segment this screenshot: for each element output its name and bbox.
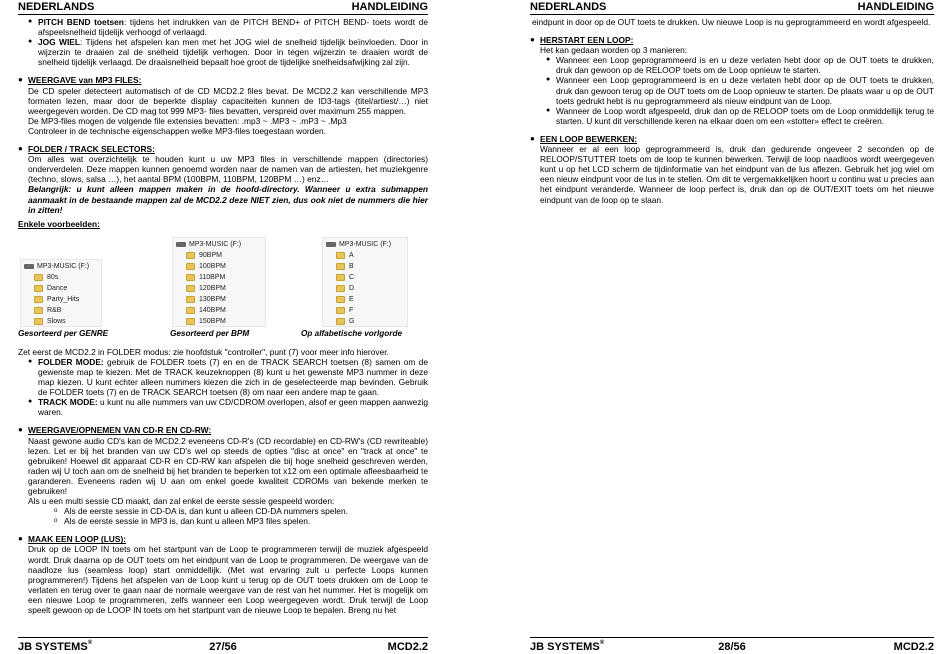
folder-mode-label: FOLDER MODE: [38, 356, 104, 367]
page-header [18, 1, 428, 15]
folder-icon [336, 318, 345, 325]
folder-icon [186, 252, 195, 259]
cdr-sub-item: o Als de eerste sessie in MP3 is, dan kunt u alleen MP3 files spelen. [54, 516, 311, 527]
cdr-sub-item: o Als de eerste sessie in CD-DA is, dan kunt u alleen CD-DA nummers spelen. [54, 506, 348, 517]
folder-row: Dance [24, 283, 98, 294]
folder-row: B [326, 261, 404, 272]
folder-row: 90BPM [176, 250, 262, 261]
mp3-section-title: WEERGAVE van MP3 FILES: [28, 75, 142, 86]
folder-row: 100BPM [176, 261, 262, 272]
folder-row: A [326, 250, 404, 261]
footer-model: MCD2.2 [893, 641, 934, 653]
folder-icon [186, 285, 195, 292]
jog-wheel-text: : Tijdens het afspelen kan men met het JOG wiel de snelheid tijdelijk beïnvloeden. Door in wijzerzin te draaien zal de snelheid tijdelijk verhogen. Door in tegen wijzerzin te draaien wordt de snelheid tijdelijk verlaagd. De draaisnelheid bepaalt hoe groot de tijdelijke snelheidsafwijking zal zijn. [38, 37, 428, 68]
alpha-explorer [322, 237, 408, 327]
folder-row: D [326, 283, 404, 294]
folder-icon [186, 296, 195, 303]
cdr-section: ● WEERGAVE/OPNEMEN VAN CD-R EN CD-RW: Naast gewone audio CD's kan de MCD2.2 eveneens CD-R's (CD recordable) en CD-RW's (CD rewriteable) lezen. Let er bij het branden van uw CD's wel op steeds de opties "disc at once" en "track at once" te gebruiken! Hoewel dit apparaat CD-R en CD-RW kan afspelen die bij hoge snelheid geschreven werden, raden wij U toch aan om de snelheid bij het branden te beperken tot x12 om een optimale afleesbaarheid te garanderen. Eveneens raden wij U aan om enkel goede kwaliteit CDROMs van bekende merken te gebruiken! Als u een multi sessie CD maakt, dan zal enkel de eerste sessie gespeeld worden: o Als de eerste sessie in CD-DA is, dan kunt u alleen CD-DA nummers spelen. o Als de eerste sessie in MP3 is, dan kunt u alleen MP3 files spelen. [18, 425, 428, 527]
folder-icon [34, 318, 43, 325]
folder-icon [34, 296, 43, 303]
folder-row: 130BPM [176, 294, 262, 305]
page-number: 28/56 [718, 641, 746, 653]
restart-loop-section: ● HERSTART EEN LOOP: Het kan gedaan worden op 3 manieren: ● Wanneer een Loop geprogrammeerd is en u deze verlaten hebt door op de OUT toets te drukken, druk dan gewoon op de RELOOP toets om de Loop opnieuw te starten. ● Wanneer een Loop geprogrammeerd is en u deze verlaten hebt door op de OUT toets te drukken, druk dan gewoon terug op de OUT toets om de Loop opnieuw te starten. De plaats waar u op de OUT toets gedrukt hebt is nu geprogrammeerd als nieuw eindpunt van de Loop. ● Wanneer de Loop wordt afgespeeld, druk dan op de RELOOP toets om de Loop onmiddellijk terug te starten. U kunt dit verschillende keren na elkaar doen om een «stotter» effect te creëren. [530, 35, 934, 126]
folder-icon [336, 274, 345, 281]
edit-loop-title: EEN LOOP BEWERKEN: [540, 133, 638, 144]
folder-row: C [326, 272, 404, 283]
footer-brand: JB SYSTEMS® [18, 640, 93, 653]
header-manual: HANDLEIDING [857, 1, 934, 13]
edit-loop-text: Wanneer er al een loop geprogrammeerd is, druk dan gedurende ongeveer 2 seconden op de RELOOP/STUTTER toets om de loop te kunnen bewerken. Terwijl de loop naadloos wordt weergegeven kunt u op het LCD scherm de tijdinformatie van het eindpunt van de lus aflezen. Gebruik het jog wiel om een nieuw eindpunt voor de lus in te stellen. Om dit te vergemakkelijken hoort u continu wat u precies aan het eindpunt veranderde. Wanneer de loop perfect is, druk dan op de OUT/EXIT toets om het nieuwe eindpunt van de loop op te slaan. [540, 144, 934, 205]
bpm-explorer [172, 237, 266, 327]
loop-continuation: eindpunt in door op de OUT toets te drukken. Uw nieuwe Loop is nu geprogrammeerd en wordt afgespeeld. [532, 17, 931, 27]
drive-icon [24, 264, 34, 269]
cdr-paragraph-2: Als u een multi sessie CD maakt, dan zal enkel de eerste sessie gespeeld worden: [28, 496, 335, 507]
folder-paragraph: Om alles wat overzichtelijk te houden kunt u uw MP3 files in verschillende mappen (directories) onderverdelen. Deze mappen kunnen genoemd worden naar de namen van de artiesten, het muziekgenre (techno, slows, salsa …), het aantal BPM (100BPM, 110BPM, 120BPM …) enz… [28, 154, 428, 185]
right-content [530, 17, 934, 205]
loop-section-title: MAAK EEN LOOP (LUS): [28, 534, 127, 545]
left-content [18, 17, 428, 615]
drive-row: MP3-MUSIC (F:) [24, 261, 98, 272]
caption-alpha: Op alfabetische vorlgorde [301, 328, 403, 338]
folder-icon [186, 263, 195, 270]
genre-explorer [20, 259, 102, 327]
restart-loop-intro: Het kan gedaan worden op 3 manieren: [540, 45, 688, 56]
jog-wheel-label: JOG WIEL [38, 37, 80, 48]
important-text: u kunt alleen mappen maken in de hoofd-directory. Wanneer u extra submappen aanmaakt in de bestaande mappen zal de MCD2.2 deze NIET zien, dus ook niet de nummers die hier in zitten! [28, 184, 428, 215]
mp3-paragraph-1: De CD speler detecteert automatisch of de CD MCD2.2 files bevat. De MCD2.2 kan verschillende MP3 formaten lezen, maar door de beperkte display capaciteiten kunnen de ID3-tags (titel/artiest/…) niet weergegeven worden. De CD mag tot 999 MP3- files bevatten, verspreid over maximum 255 mappen. [28, 85, 428, 116]
folder-icon [336, 263, 345, 270]
folder-section-title: FOLDER / TRACK SELECTORS: [28, 144, 155, 155]
folder-row: F [326, 305, 404, 316]
restart-method: ● Wanneer een Loop geprogrammeerd is en u deze verlaten hebt door op de OUT toets te drukken, druk dan gewoon op de RELOOP toets om de Loop opnieuw te starten. [546, 55, 934, 76]
important-label: Belangrijk: [28, 184, 72, 195]
cdr-section-title: WEERGAVE/OPNEMEN VAN CD-R EN CD-RW: [28, 425, 212, 436]
restart-method: ● Wanneer de Loop wordt afgespeeld, druk dan op de RELOOP toets om de Loop onmiddellijk terug te starten. U kunt dit verschillende keren na elkaar doen om een «stotter» effect te creëren. [546, 105, 934, 126]
folder-mode-text: gebruik de FOLDER toets (7) en en de TRACK SEARCH toetsen (8) samen om de gewenste map te kiezen. Met de TRACK keuzeknoppen (8) kunt u het gewenste MP3 nummer in deze map kiezen. U kunt echter alleen nummers kiezen die zich in de geselecteerde map bevinden. Gebruik de FOLDER toets (7) en de TRACK SEARCH toetsen (8) om naar een andere map te gaan. [38, 356, 428, 398]
edit-loop-section: ● EEN LOOP BEWERKEN: Wanneer er al een loop geprogrammeerd is, druk dan gedurende ongeveer 2 seconden op de RELOOP/STUTTER toets om de loop te kunnen bewerken. Terwijl de loop naadloos wordt weergegeven kunt u op het LCD scherm de tijdinformatie van het eindpunt van de lus aflezen. Gebruik het jog wiel om een nieuw eindpunt voor de lus in te stellen. Om dit te vergemakkelijken hoort u continu wat u precies aan het eindpunt veranderde. Wanneer de loop perfect is, druk dan op de OUT/EXIT toets om het nieuwe eindpunt van de loop op te slaan. [530, 133, 934, 205]
folder-icon [34, 285, 43, 292]
folder-mode-intro: Zet eerst de MCD2.2 in FOLDER modus: zie hoofdstuk "controller", punt (7) voor meer info hierover. [18, 346, 389, 357]
footer-brand: JB SYSTEMS® [530, 640, 605, 653]
drive-icon [176, 242, 186, 247]
track-mode-text: u kunt nu alle nummers van uw CD/CDROM overlopen, alsof er geen mappen aanwezig waren. [38, 397, 428, 418]
page-number: 27/56 [209, 641, 237, 653]
folder-row: R&B [24, 305, 98, 316]
folder-examples [18, 233, 428, 347]
jog-wheel-item: ● JOG WIEL: Tijdens het afspelen kan men met het JOG wiel de snelheid tijdelijk beïnvloeden. Door in wijzerzin te draaien zal de snelheid tijdelijk verhogen. Door in tegen wijzerzin te draaien wordt de snelheid tijdelijk verlaagd. De draaisnelheid bepaalt hoe groot de tijdelijke snelheidsafwijking zal zijn. [28, 37, 428, 68]
folder-section: ● FOLDER / TRACK SELECTORS: Om alles wat overzichtelijk te houden kunt u uw MP3 files in verschillende mappen (directories) onderverdelen. Deze mappen kunnen genoemd worden naar de namen van de artiesten, het muziekgenre (techno, slows, salsa …), het aantal BPM (100BPM, 110BPM, 120BPM …) enz… Belangrijk: u kunt alleen mappen maken in de hoofd-directory. Wanneer u extra submappen aanmaakt in de bestaande mappen zal de MCD2.2 deze NIET zien, dus ook niet de nummers die hier in zitten! [18, 144, 428, 215]
page-footer [530, 637, 934, 654]
track-mode-item: ● TRACK MODE: u kunt nu alle nummers van uw CD/CDROM overlopen, alsof er geen mappen aanwezig waren. [28, 397, 428, 418]
header-manual: HANDLEIDING [351, 1, 428, 13]
pitch-bend-item: ● PITCH BEND toetsen: tijdens het indrukken van de PITCH BEND+ of PITCH BEND- toets wordt de afspeelsnelheid tijdelijk verhoogd of verlaagd. [28, 17, 429, 38]
mp3-paragraph-2: De MP3-files mogen de volgende file extensies bevatten: .mp3 ~ .MP3 ~ .mP3 ~ .Mp3 [28, 115, 347, 126]
drive-row: MP3-MUSIC (F:) [176, 239, 262, 250]
folder-row: 150BPM [176, 316, 262, 327]
caption-bpm: Gesorteerd per BPM [170, 328, 250, 338]
footer-model: MCD2.2 [387, 641, 428, 653]
folder-icon [34, 307, 43, 314]
header-language: NEDERLANDS [530, 1, 607, 13]
folder-icon [186, 318, 195, 325]
restart-method: ● Wanneer een Loop geprogrammeerd is en u deze verlaten hebt door op de OUT toets te drukken, druk dan gewoon terug op de OUT toets om de Loop opnieuw te starten. De plaats waar u op de OUT toets gedrukt hebt is nu geprogrammeerd als nieuw eindpunt van de Loop. [546, 75, 934, 106]
folder-row: 120BPM [176, 283, 262, 294]
folder-icon [34, 274, 43, 281]
folder-row: E [326, 294, 404, 305]
loop-section: ● MAAK EEN LOOP (LUS): Druk op de LOOP IN toets om het startpunt van de Loop te programmeren terwijl de muziek afgespeeld wordt. Druk daarna op de OUT toets om het eindpunt van de Loop te programmeren. De weergave van de naadloze lus (seamless loop) start onmiddellijk. (Met wat ervaring zult u perfecte Loops kunnen programmeren!) Tijdens het afspelen van de Loop kunt u terug op de OUT toets drukken om de Loop te verlaten en terug over te gaan naar de normale weergave van de rest van het nummer. Het is mogelijk om een nieuwe Loop te programmeren, zelfs wanneer een Loop weergegeven wordt. Druk terwijl de Loop speelt gewoon op de LOOP IN toets om het startpunt van de nieuwe Loop te bepalen. Breng nu het [18, 534, 428, 616]
folder-icon [336, 285, 345, 292]
folder-icon [186, 274, 195, 281]
folder-row: 140BPM [176, 305, 262, 316]
folder-row: 110BPM [176, 272, 262, 283]
mp3-paragraph-3: Controleer in de technische eigenschappen welke MP3-files toegestaan worden. [28, 125, 326, 136]
pitch-bend-text: : tijdens het indrukken van de PITCH BEND+ of PITCH BEND- toets wordt de afspeelsnelheid tijdelijk verhoogd of verlaagd. [38, 17, 429, 38]
page-header [530, 1, 934, 15]
right-page [530, 0, 934, 654]
restart-loop-title: HERSTART EEN LOOP: [540, 35, 634, 46]
track-mode-label: TRACK MODE: [38, 397, 98, 408]
mp3-section: ● WEERGAVE van MP3 FILES: De CD speler detecteert automatisch of de CD MCD2.2 files bevat. De MCD2.2 kan verschillende MP3 formaten lezen, maar door de beperkte display capaciteiten kunnen de ID3-tags (titel/artiest/…) niet weergegeven worden. De CD mag tot 999 MP3- files bevatten, verspreid over maximum 255 mappen. De MP3-files mogen de volgende file extensies bevatten: .mp3 ~ .MP3 ~ .mP3 ~ .Mp3 Controleer in de technische eigenschappen welke MP3-files toegestaan worden. [18, 75, 428, 136]
page-footer [18, 637, 428, 654]
folder-icon [186, 307, 195, 314]
folder-icon [336, 252, 345, 259]
loop-paragraph: Druk op de LOOP IN toets om het startpunt van de Loop te programmeren terwijl de muziek afgespeeld wordt. Druk daarna op de OUT toets om het eindpunt van de Loop te programmeren. De weergave van de naadloze lus (seamless loop) start onmiddellijk. (Met wat ervaring zult u perfecte Loops kunnen programmeren!) Tijdens het afspelen van de Loop kunt u terug op de OUT toets drukken om de Loop te verlaten en terug over te gaan naar de normale weergave van de rest van het nummer. Het is mogelijk om een nieuwe Loop te programmeren, zelfs wanneer een Loop weergegeven wordt. Druk terwijl de Loop speelt gewoon op de LOOP IN toets om het startpunt van de nieuwe Loop te bepalen. Breng nu het [28, 544, 428, 616]
folder-row: Slows [24, 316, 98, 327]
drive-icon [326, 242, 336, 247]
folder-mode-item: ● FOLDER MODE: gebruik de FOLDER toets (7) en en de TRACK SEARCH toetsen (8) samen om de gewenste map te kiezen. Met de TRACK keuzeknoppen (8) kunt u het gewenste MP3 nummer in deze map kiezen. U kunt echter alleen nummers kiezen die zich in de geselecteerde map bevinden. Gebruik de FOLDER toets (7) en de TRACK SEARCH toetsen (8) om naar een andere map te gaan. [28, 356, 428, 398]
header-language: NEDERLANDS [18, 1, 95, 13]
folder-row: 80s [24, 272, 98, 283]
folder-icon [336, 296, 345, 303]
cdr-paragraph-1: Naast gewone audio CD's kan de MCD2.2 eveneens CD-R's (CD recordable) en CD-RW's (CD rewriteable) lezen. Let er bij het branden van uw CD's wel op steeds de opties "disc at once" en "track at once" te gebruiken! Hoewel dit apparaat CD-R en CD-RW kan afspelen die bij hoge snelheid geschreven werden, raden wij U toch aan om de snelheid bij het branden te beperken tot x12 om een optimale afleesbaarheid te garanderen. Eveneens raden wij U aan om enkel goede kwaliteit CDROMs van bekende merken te gebruiken! [28, 435, 428, 496]
folder-icon [336, 307, 345, 314]
caption-genre: Gesorteerd per GENRE [18, 328, 109, 338]
folder-row: Party_Hits [24, 294, 98, 305]
folder-row: G [326, 316, 404, 327]
examples-title: Enkele voorbeelden: [18, 218, 100, 229]
left-page [18, 0, 428, 654]
drive-row: MP3-MUSIC (F:) [326, 239, 404, 250]
pitch-bend-label: PITCH BEND toetsen [38, 17, 124, 27]
